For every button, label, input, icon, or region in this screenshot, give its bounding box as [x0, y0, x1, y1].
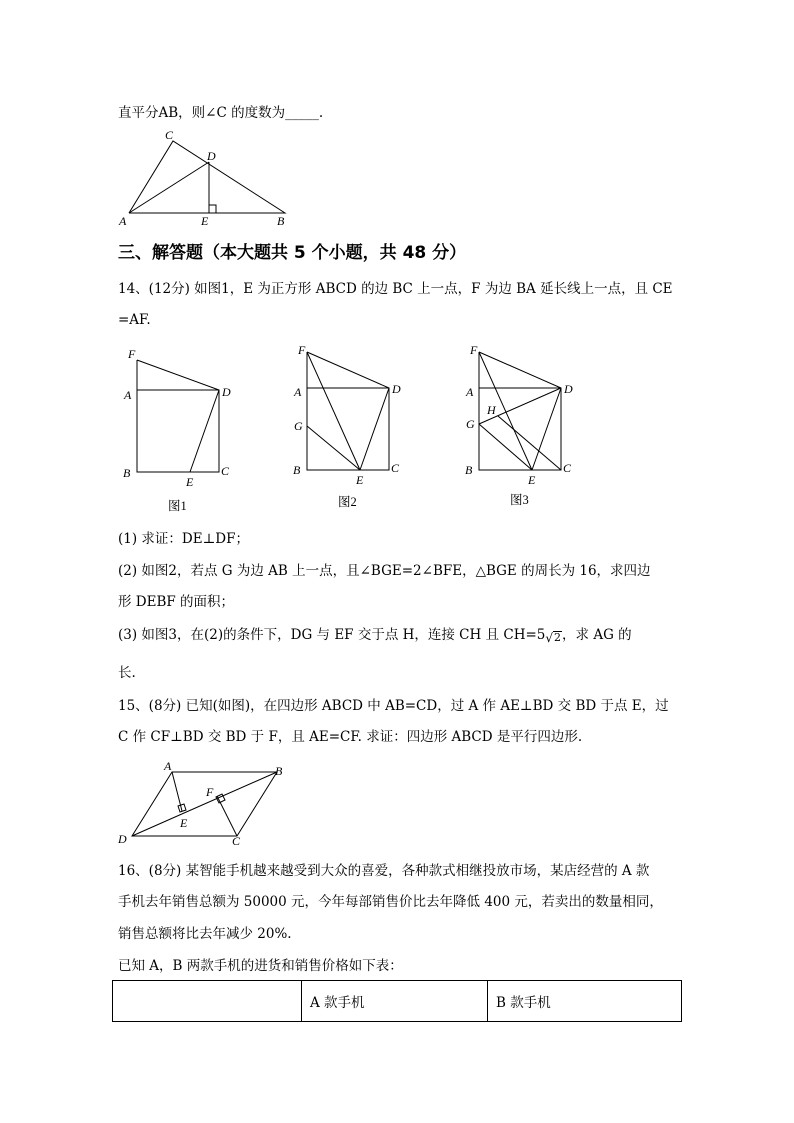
q14-line1: 14、(12分) 如图1，E 为正方形 ABCD 的边 BC 上一点，F 为边 BA 延长线上一点，且 CE	[118, 281, 673, 297]
price-table	[112, 980, 682, 1022]
q13-tail-text: 直平分AB，则∠C 的度数为_____.	[118, 105, 324, 121]
q16-line2: 手机去年销售总额为 50000 元，今年每部销售价比去年降低 400 元，若卖出的数量相同，	[118, 894, 663, 910]
fig2-label-c: C	[391, 461, 400, 475]
fig3-label-d: D	[564, 382, 573, 396]
fig15-label-c: C	[232, 834, 241, 848]
fig15-label-d: D	[118, 832, 127, 846]
table-cell: B 款手机	[488, 981, 682, 1022]
q15-line1: 15、(8分) 已知(如图)，在四边形 ABCD 中 AB=CD，过 A 作 AE⊥BD 交 BD 于点 E，过	[118, 698, 669, 714]
fig3-label-f: F	[470, 343, 478, 357]
fig13-label-e: E	[201, 214, 209, 228]
fig3-label-c: C	[563, 461, 572, 475]
fig2-label-g: G	[294, 419, 303, 433]
fig13-label-a: A	[119, 214, 127, 228]
fig15-label-b: B	[275, 764, 283, 778]
q14-line2: =AF.	[118, 312, 151, 328]
table-row	[113, 981, 682, 1022]
fig15-label-f: F	[206, 785, 214, 799]
fig1-label-a: A	[124, 388, 132, 402]
fig13-label-d: D	[207, 149, 216, 163]
fig2-label-b: B	[293, 463, 301, 477]
fig2-label-e: E	[356, 473, 364, 487]
q14-part1: (1) 求证：DE⊥DF；	[118, 531, 249, 547]
fig3-caption: 图3	[510, 493, 529, 507]
q13-triangle-figure	[115, 125, 295, 230]
fig1-label-b: B	[123, 466, 131, 480]
sqrt-icon: √	[545, 631, 554, 645]
q16-line1: 16、(8分) 某智能手机越来越受到大众的喜爱，各种款式相继投放市场，某店经营的 A 款	[118, 863, 650, 879]
fig1-label-e: E	[186, 475, 194, 489]
fig15-label-a: A	[164, 759, 172, 773]
fig3-label-h: H	[487, 403, 496, 417]
fig1-label-c: C	[221, 464, 230, 478]
section-heading: 三、解答题（本大题共 5 个小题，共 48 分）	[118, 243, 467, 263]
fig2-caption: 图2	[338, 495, 357, 509]
q14-part3-sqrt: 2	[554, 631, 562, 644]
fig1-label-d: D	[222, 385, 231, 399]
q15-line2: C 作 CF⊥BD 交 BD 于 F，且 AE=CF. 求证：四边形 ABCD 是平行四边形.	[118, 729, 583, 745]
fig1-caption: 图1	[168, 499, 187, 513]
fig3-label-b: B	[465, 463, 473, 477]
table-cell: A 款手机	[302, 981, 488, 1022]
q14-figure-2	[288, 340, 408, 515]
q14-part2-line2: 形 DEBF 的面积；	[118, 594, 235, 610]
fig2-label-f: F	[298, 343, 306, 357]
table-cell	[113, 981, 302, 1022]
q14-figure-3	[460, 340, 580, 515]
q16-line3: 销售总额将比去年减少 20%.	[118, 926, 292, 942]
q15-parallelogram-figure	[112, 756, 297, 848]
q14-part3-text-a: (3) 如图3，在(2)的条件下，DG 与 EF 交于点 H，连接 CH 且 CH=5	[118, 627, 546, 643]
q14-part3-text-b: ，求 AG 的	[562, 627, 632, 643]
q14-figure-1	[118, 342, 238, 517]
fig2-label-d: D	[392, 382, 401, 396]
q14-part2-line1: (2) 如图2，若点 G 为边 AB 上一点，且∠BGE=2∠BFE，△BGE 的周长为 16，求四边	[118, 563, 651, 579]
fig13-label-b: B	[277, 214, 285, 228]
fig3-label-a: A	[466, 385, 474, 399]
fig15-label-e: E	[180, 816, 188, 830]
q16-line4: 已知 A，B 两款手机的进货和销售价格如下表：	[118, 958, 403, 974]
q14-part3-line2: 长.	[118, 665, 136, 681]
fig13-label-c: C	[165, 128, 174, 142]
fig3-label-g: G	[466, 417, 475, 431]
fig2-label-a: A	[294, 385, 302, 399]
fig3-label-e: E	[528, 473, 536, 487]
fig1-label-f: F	[128, 347, 136, 361]
q14-part3-line1	[118, 626, 632, 644]
